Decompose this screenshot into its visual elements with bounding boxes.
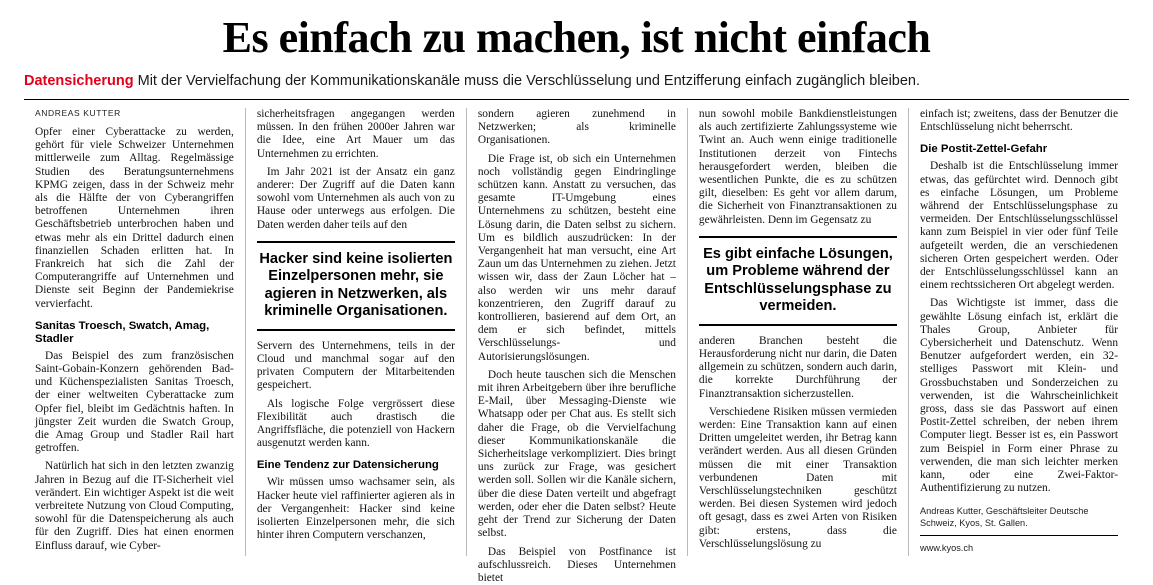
subheading-tendenz: Eine Tendenz zur Datensicherung bbox=[257, 459, 455, 472]
page-title: Es einfach zu machen, ist nicht einfach bbox=[24, 14, 1129, 62]
paragraph: Servern des Unternehmens, teils in der Cloud und manchmal sogar auf den privaten Computern der Mitarbeitenden gespeichert. bbox=[257, 340, 455, 393]
byline: ANDREAS KUTTER bbox=[35, 108, 234, 118]
section-kicker: Datensicherung bbox=[24, 73, 134, 89]
paragraph: anderen Branchen besteht die Herausforderung nicht nur darin, die Daten allgemein zu schützen, sondern auch darin, die korrekte Durchführung der Finanztransaktion sicherzustellen. bbox=[699, 335, 897, 401]
subheadline bbox=[24, 72, 1129, 91]
column-1 bbox=[24, 108, 245, 556]
paragraph: sondern agieren zunehmend in Netzwerken; als kriminelle Organisationen. bbox=[478, 108, 676, 148]
paragraph: Das Wichtigste ist immer, dass die gewählte Lösung einfach ist, erklärt die Thales Group, Anbieter für Cybersicherheit und Datenschutz. Wenn Benutzer aufgefordert werden, ein 32-stelliges Passwort mit Klein- und Grossbuchstaben und Sonderzeichen zu verwenden, ist die Wahrscheinlichkeit gross, dass sie das Passwort auf einen Postit-Zettel schreiben, der neben ihrem Computer liegt. Besser ist es, ein Passwort zum Beispiel in Form einer Phrase zu verwenden, die man sich leichter merken kann, oder eine Zwei-Faktor-Authentifizierung zu nutzen. bbox=[920, 297, 1118, 495]
paragraph: Wir müssen umso wachsamer sein, als Hacker heute viel raffinierter agieren als in der Vergangenheit: Hacker sind keine isolierten Einzelpersonen mehr, die sich hinter ihren Computern verschanzen, bbox=[257, 476, 455, 542]
subheading-postit: Die Postit-Zettel-Gefahr bbox=[920, 143, 1118, 156]
column-5 bbox=[908, 108, 1129, 556]
column-4 bbox=[687, 108, 908, 556]
paragraph: nun sowohl mobile Bankdienstleistungen als auch zertifizierte Zahlungssysteme wie Twint an. Auch wenn einige traditionelle Institutionen derzeit von Fintechs herausgefordert werden, bleiben die wesentlichen Punkte, die es zu schützen gilt, dieselben: Es geht vor allem darum, die Sicherheit von Finanztransaktionen zu gewährleisten. Denn im Gegensatz zu bbox=[699, 108, 897, 227]
author-note-divider bbox=[920, 535, 1118, 536]
pull-quote-hacker: Hacker sind keine isolierten Einzelpersonen mehr, sie agieren in Netzwerken, als kriminelle Organisationen. bbox=[257, 241, 455, 331]
paragraph: sicherheitsfragen angegangen werden müssen. In den frühen 2000er Jahren war die Idee, eine Art Mauer um das Unternehmen zu errichten. bbox=[257, 108, 455, 161]
paragraph: Opfer einer Cyberattacke zu werden, gehört für viele Schweizer Unternehmen mittlerweile zum Alltag. Regelmässige Studien des Beratungsunternehmens KPMG zeigen, dass in der Schweiz mehr als die Hälfte der von Cyberangriffen betroffenen Unternehmen ihren Geschäftsbetrieb unterbrochen haben und etwas mehr als ein Drittel dadurch einen finanziellen Schaden erlitten hat. In Frankreich hat sich die Zahl der Computerangriffe auf Unternehmen und Dienste seit Beginn der Pandemiekrise vervierfacht. bbox=[35, 126, 234, 311]
paragraph: einfach ist; zweitens, dass der Benutzer die Entschlüsselung nicht beherrscht. bbox=[920, 108, 1118, 134]
author-note-text: Andreas Kutter, Geschäftsleiter Deutsche Schweiz, Kyos, St. Gallen. bbox=[920, 506, 1089, 528]
author-website-link[interactable]: www.kyos.ch bbox=[920, 542, 1118, 554]
column-2 bbox=[245, 108, 466, 556]
author-note bbox=[920, 505, 1118, 554]
paragraph: Das Beispiel des zum französischen Saint-Gobain-Konzern gehörenden Bad- und Küchenspezialisten Sanitas Troesch, der einer weltweiten Cyberattacke zum Opfer fiel, bleibt im Gedächtnis haften. In jüngster Zeit wurden die Swatch Group, die Amag Group und Stadler Rail hart getroffen. bbox=[35, 350, 234, 456]
paragraph: Natürlich hat sich in den letzten zwanzig Jahren in Bezug auf die IT-Sicherheit viel verändert. Ein wichtiger Aspekt ist die weit verbreitete Nutzung von Cloud Computing, sowohl für die Datenspeicherung als auch für den Zugriff. Dies hat einen enormen Einfluss darauf, wie Cyber- bbox=[35, 460, 234, 552]
paragraph: Verschiedene Risiken müssen vermieden werden: Eine Transaktion kann auf einen Dritten umgeleitet werden, ihr Betrag kann verändert werden. Aus all diesen Gründen müssen die mit einer Transaktion verbundenen Daten mit Verschlüsselungstechniken geschützt werden. Bei diesen Systemen wird jedoch oft gesagt, dass es zwei Arten von Risiken gibt: erstens, dass die Verschlüsselungslösung zu bbox=[699, 406, 897, 551]
header-divider bbox=[24, 99, 1129, 100]
subheadline-text: Mit der Vervielfachung der Kommunikationskanäle muss die Verschlüsselung und Entzifferung einfach zugänglich bleiben. bbox=[134, 73, 920, 89]
paragraph: Als logische Folge vergrössert diese Flexibilität auch drastisch die Angriffsfläche, die potenziell von Hackern ausgenutzt werden kann. bbox=[257, 398, 455, 451]
article-columns bbox=[24, 108, 1129, 556]
paragraph: Doch heute tauschen sich die Menschen mit ihren Arbeitgebern über ihre berufliche E-Mail, über Messaging-Dienste wie Whatsapp oder per Chat aus. Es stellt sich daher die Frage, ob die Vervielfachung dieser Kommunikationskanäle die Sicherheitslage verkompliziert. Dies bringt uns zurück zur Frage, was gesichert werden soll. Sollen wir die Kanäle sichern, über die diese Daten verteilt und abgefragt werden, oder eher die Daten selbst? Heute geht der Trend zur Sicherung der Daten selbst. bbox=[478, 369, 676, 541]
paragraph: Im Jahr 2021 ist der Ansatz ein ganz anderer: Der Zugriff auf die Daten kann sowohl vom Unternehmen als auch von zu Hause oder unterwegs aus erfolgen. Die Daten werden daher teils auf den bbox=[257, 166, 455, 232]
paragraph: Die Frage ist, ob sich ein Unternehmen noch vollständig gegen Eindringlinge schützen kann. Anstatt zu versuchen, das gesamte IT-Umgebung eines Unternehmens zu schützen, besteht eine Lösung darin, die Daten selbst zu sichern. Um es bildlich auszudrücken: In der Vergangenheit hat man versucht, eine Art Zaun um das Unternehmen zu ziehen. Jetzt wissen wir, dass der Zaun Löcher hat – also werden wir uns mehr darauf konzentrieren, den Zugriff darauf zu kontrollieren, basierend auf dem Ort, an dem er sich befindet, mittels Verschlüsselungs- und Autorisierungslösungen. bbox=[478, 153, 676, 364]
pull-quote-loesungen: Es gibt einfache Lösungen, um Probleme während der Entschlüsselungsphase zu vermeiden. bbox=[699, 236, 897, 326]
column-3 bbox=[466, 108, 687, 556]
paragraph: Das Beispiel von Postfinance ist aufschlussreich. Dieses Unternehmen bietet bbox=[478, 546, 676, 585]
subheading-sanitas: Sanitas Troesch, Swatch, Amag, Stadler bbox=[35, 320, 234, 346]
paragraph: Deshalb ist die Entschlüsselung immer etwas, das gefürchtet wird. Dennoch gibt es einfache Lösungen, um Probleme während der Entschlüsselungsphase zu vermeiden. Der Entschlüsselungsschlüssel kann zum Beispiel in vier oder fünf Teile aufgeteilt werden, die an verschiedenen sicheren Orten gespeichert werden. Oder der Entschlüsselungsschlüssel kann an einem rechtssicheren Ort abgelegt werden. bbox=[920, 160, 1118, 292]
